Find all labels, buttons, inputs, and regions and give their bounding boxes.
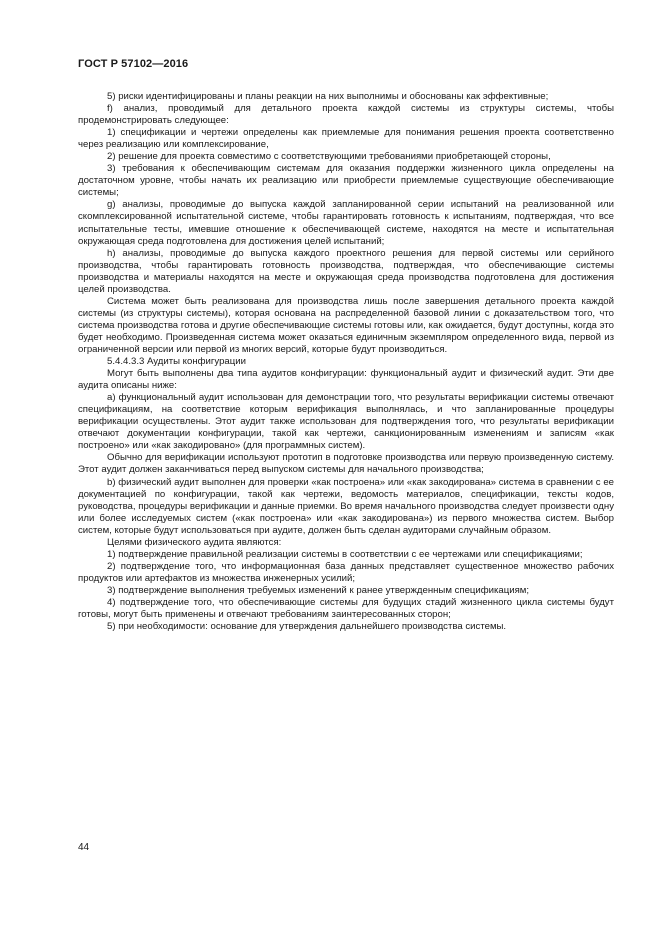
paragraph: 3) подтверждение выполнения требуемых изменений к ранее утвержденным спецификациям; <box>107 584 530 596</box>
paragraph: Могут быть выполнены два типа аудитов конфигурации: функциональный аудит и физический аудит. Эти две аудита описаны ниже: <box>78 368 614 392</box>
paragraph: a) функциональный аудит использован для демонстрации того, что результаты верификации системы отвечают спецификациям, на соответствие которым верификация выполнялась, и что запланированные процедуры верификации осуществлены. Этот аудит также использован для подтверждения того, что результаты верификации отвечают документации конфигурации, такой как чертежи, санкционированным изменениям и записям «как построено» или «как закодировано» (для программных систем). <box>78 392 614 452</box>
paragraph: Целями физического аудита являются: <box>107 536 282 548</box>
body-text <box>78 91 614 633</box>
standard-header: ГОСТ Р 57102—2016 <box>78 58 189 70</box>
paragraph: 5) при необходимости: основание для утверждения дальнейшего производства системы. <box>107 621 507 633</box>
paragraph: g) анализы, проводимые до выпуска каждой запланированной серии испытаний на реализованной или скомплексированной испытательной системе, чтобы гарантировать готовность к испытаниям, подтверждая, что все испытательные тесты, имевшие отношение к обеспечивающей системе, находятся на месте и испытательная окружающая среда подготовлена для достижения целей испытаний; <box>78 199 614 247</box>
paragraph: h) анализы, проводимые до выпуска каждого проектного решения для первой системы или серийного производства, чтобы гарантировать готовность производства, подтверждая, что обеспечивающие системы производства и материалы находятся на месте и окружающая среда производства подготовлена для достижения целей производства. <box>78 247 614 295</box>
paragraph: f) анализ, проводимый для детального проекта каждой системы из структуры системы, чтобы продемонстрировать следующее: <box>78 103 614 127</box>
paragraph: 2) решение для проекта совместимо с соответствующими требованиями приобретающей стороны, <box>107 151 551 163</box>
section-heading: 5.4.4.3.3 Аудиты конфигурации <box>107 356 246 368</box>
paragraph: b) физический аудит выполнен для проверки «как построена» или «как закодирована» система в сравнении с ее документацией по конфигурации, такой как чертежи, ведомость материалов, спецификации, тексты кодов, руководства, процедуры верификации и данные приемки. Во время начального производства следует произвести одну или более исследуемых систем («как построена» или «как закодирована») из первого множества систем. Выбор систем, которые будут использоваться при аудите, должен быть сделан аудиторами случайным образом. <box>78 476 614 536</box>
paragraph: 3) требования к обеспечивающим системам для оказания поддержки жизненного цикла определены на достаточном уровне, чтобы начать их реализацию или приобрести приемлемые существующие обеспечивающие системы; <box>78 163 614 199</box>
paragraph: 4) подтверждение того, что обеспечивающие системы для будущих стадий жизненного цикла системы будут готовы, могут быть применены и отвечают требованиям заинтересованных сторон; <box>78 596 614 621</box>
paragraph: 2) подтверждение того, что информационная база данных представляет существенное множество рабочих продуктов или артефактов из множества инженерных усилий; <box>78 560 614 584</box>
page-number: 44 <box>78 842 90 853</box>
paragraph: 1) спецификации и чертежи определены как приемлемые для понимания решения проекта соответственно через реализацию или комплексирование, <box>78 127 614 151</box>
paragraph: Система может быть реализована для производства лишь после завершения детального проекта каждой системы (из структуры системы), которая основана на распределенной базовой линии с доказательством того, что система производства готова и другие обеспечивающие системы готовы или, как ожидается, будут доступны, когда это будет необходимо. Произведенная система может оказаться единичным экземпляром определенного вида, первой из ограниченной версии или первой из многих версий, которые будут производиться. <box>78 295 614 355</box>
paragraph: Обычно для верификации используют прототип в подготовке производства или первую произведенную систему. Этот аудит должен заканчиваться перед выпуском системы для начального производства; <box>78 452 614 476</box>
paragraph: 1) подтверждение правильной реализации системы в соответствии с ее чертежами или спецификациями; <box>107 548 583 560</box>
paragraph: 5) риски идентифицированы и планы реакции на них выполнимы и обоснованы как эффективные; <box>107 91 549 102</box>
